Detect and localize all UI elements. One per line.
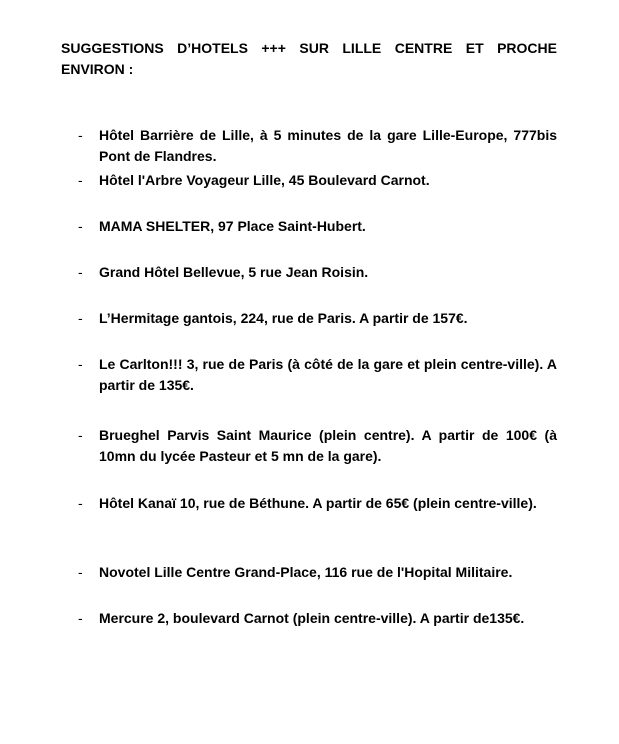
bullet-dash: - bbox=[78, 495, 83, 511]
hotel-entry: Grand Hôtel Bellevue, 5 rue Jean Roisin. bbox=[99, 264, 369, 280]
bullet-dash: - bbox=[78, 310, 83, 326]
bullet-dash: - bbox=[78, 127, 83, 143]
hotel-entry: Le Carlton!!! 3, rue de Paris (à côté de la gare et plein centre-ville). A partir de 135€. bbox=[99, 356, 557, 393]
bullet-dash: - bbox=[78, 564, 83, 580]
bullet-dash: - bbox=[78, 264, 83, 280]
hotel-entry: Hôtel l'Arbre Voyageur Lille, 45 Boulevard Carnot. bbox=[99, 172, 430, 188]
bullet-dash: - bbox=[78, 218, 83, 234]
hotel-entry: Mercure 2, boulevard Carnot (plein centre-ville). A partir de135€. bbox=[99, 610, 525, 626]
hotel-entry: Novotel Lille Centre Grand-Place, 116 rue de l'Hopital Militaire. bbox=[99, 564, 513, 580]
bullet-dash: - bbox=[78, 172, 83, 188]
bullet-dash: - bbox=[78, 427, 83, 443]
hotel-entry: Hôtel Kanaï 10, rue de Béthune. A partir de 65€ (plein centre-ville). bbox=[99, 495, 537, 511]
bullet-dash: - bbox=[78, 610, 83, 626]
bullet-dash: - bbox=[78, 356, 83, 372]
hotel-entry: Hôtel Barrière de Lille, à 5 minutes de la gare Lille-Europe, 777bis Pont de Flandres. bbox=[99, 127, 557, 164]
document-title: SUGGESTIONS D’HOTELS +++ SUR LILLE CENTRE ET PROCHE ENVIRON : bbox=[61, 40, 557, 77]
hotel-entry: MAMA SHELTER, 97 Place Saint-Hubert. bbox=[99, 218, 366, 234]
hotel-entry: Brueghel Parvis Saint Maurice (plein centre). A partir de 100€ (à 10mn du lycée Pasteur et 5 mn de la gare). bbox=[99, 427, 557, 464]
hotel-entry: L’Hermitage gantois, 224, rue de Paris. A partir de 157€. bbox=[99, 310, 468, 326]
